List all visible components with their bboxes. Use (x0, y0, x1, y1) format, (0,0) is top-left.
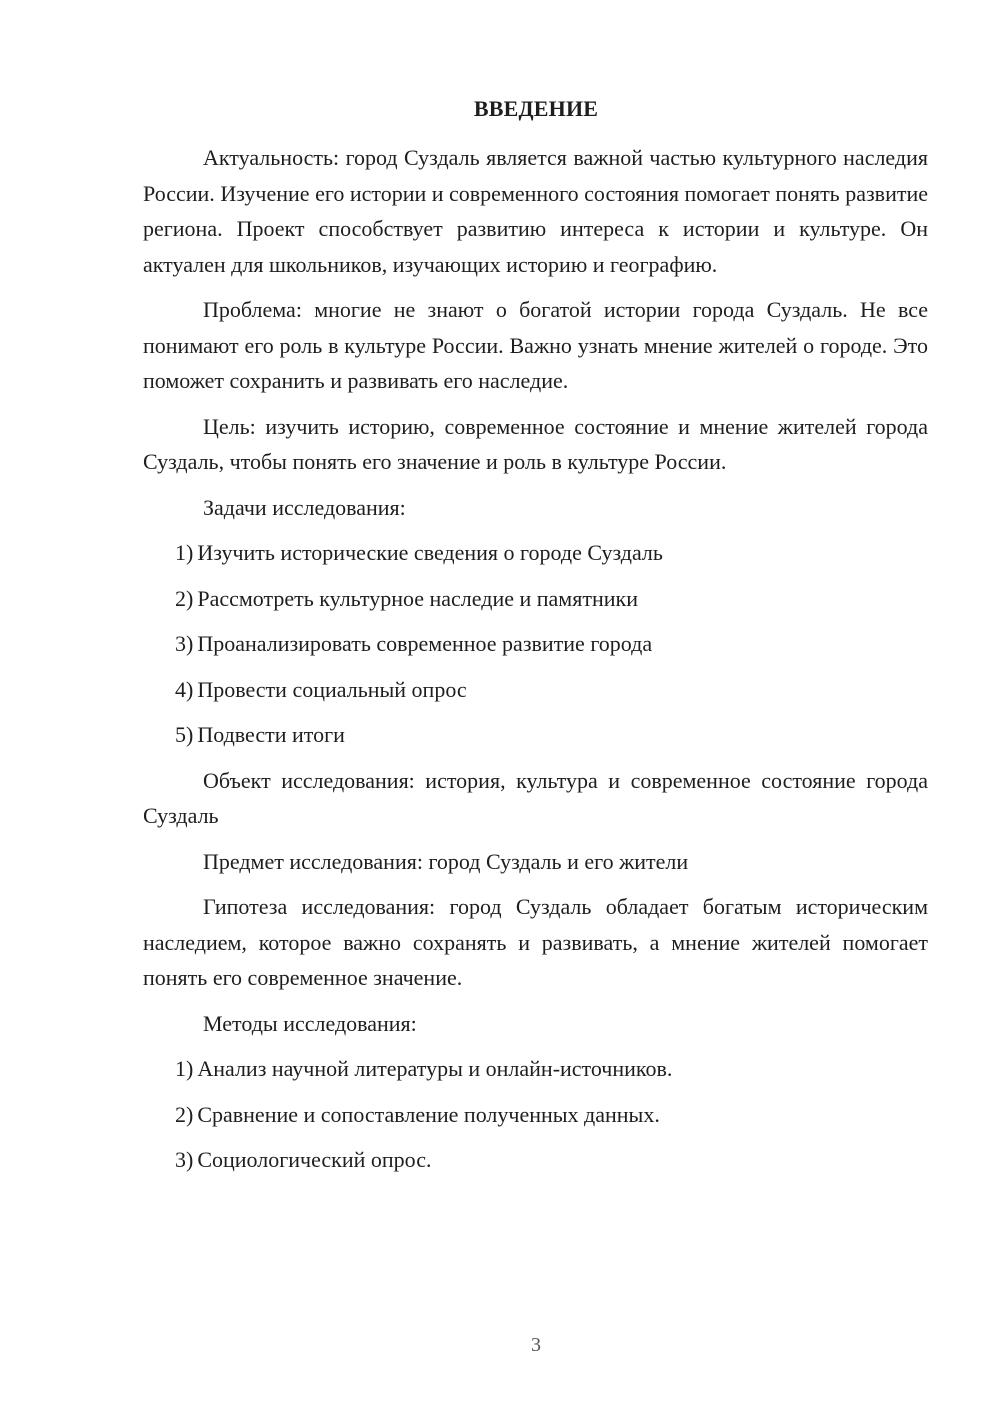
task-item (143, 581, 928, 617)
page-content (143, 140, 928, 1188)
method-number: 1) (175, 1056, 194, 1081)
method-number: 3) (175, 1147, 194, 1172)
method-text: Сравнение и сопоставление полученных данных. (197, 1101, 660, 1127)
task-number: 3) (175, 631, 194, 656)
task-item (143, 717, 928, 753)
method-text: Социологический опрос. (197, 1147, 432, 1172)
methods-list (143, 1051, 928, 1178)
page-number: 3 (531, 1334, 541, 1356)
subject-paragraph: Предмет исследования: город Суздаль и его жители (203, 848, 689, 874)
task-number: 4) (175, 676, 194, 702)
methods-heading: Методы исследования: (203, 1010, 417, 1036)
method-number: 2) (175, 1101, 194, 1127)
method-item (143, 1097, 928, 1133)
tasks-heading: Задачи исследования: (203, 494, 406, 520)
task-number: 1) (175, 540, 194, 565)
task-number: 5) (175, 722, 194, 747)
task-item (143, 626, 928, 662)
task-text: Изучить исторические сведения о городе Суздаль (197, 540, 663, 565)
task-text: Проанализировать современное развитие города (197, 631, 653, 656)
hypothesis-paragraph: Гипотеза исследования: город Суздаль обладает богатым историческим наследием, которое важно сохранять и развивать, а мнение жителей помогает понять его современное значение. (143, 894, 928, 990)
method-text: Анализ научной литературы и онлайн-источников. (197, 1056, 673, 1081)
task-number: 2) (175, 585, 194, 611)
task-item (143, 535, 928, 571)
object-paragraph: Объект исследования: история, культура и современное состояние города Суздаль (143, 767, 928, 828)
method-item (143, 1051, 928, 1087)
relevance-paragraph: Актуальность: город Суздаль является важной частью культурного наследия России. Изучение его истории и современного состояния помогает понять развитие региона. Проект способствует развитию интереса к истории и культуре. Он актуален для школьников, изучающих историю и географию. (143, 145, 928, 277)
method-item (143, 1142, 928, 1178)
task-text: Рассмотреть культурное наследие и памятники (197, 585, 638, 611)
problem-paragraph: Проблема: многие не знают о богатой истории города Суздаль. Не все понимают его роль в культуре России. Важно узнать мнение жителей о городе. Это поможет сохранить и развивать его наследие. (143, 297, 928, 393)
page-title: ВВЕДЕНИЕ (473, 96, 599, 121)
goal-paragraph: Цель: изучить историю, современное состояние и мнение жителей города Суздаль, чтобы понять его значение и роль в культуре России. (143, 413, 928, 474)
task-text: Провести социальный опрос (197, 676, 467, 702)
tasks-list (143, 535, 928, 753)
task-text: Подвести итоги (197, 722, 345, 747)
task-item (143, 672, 928, 708)
